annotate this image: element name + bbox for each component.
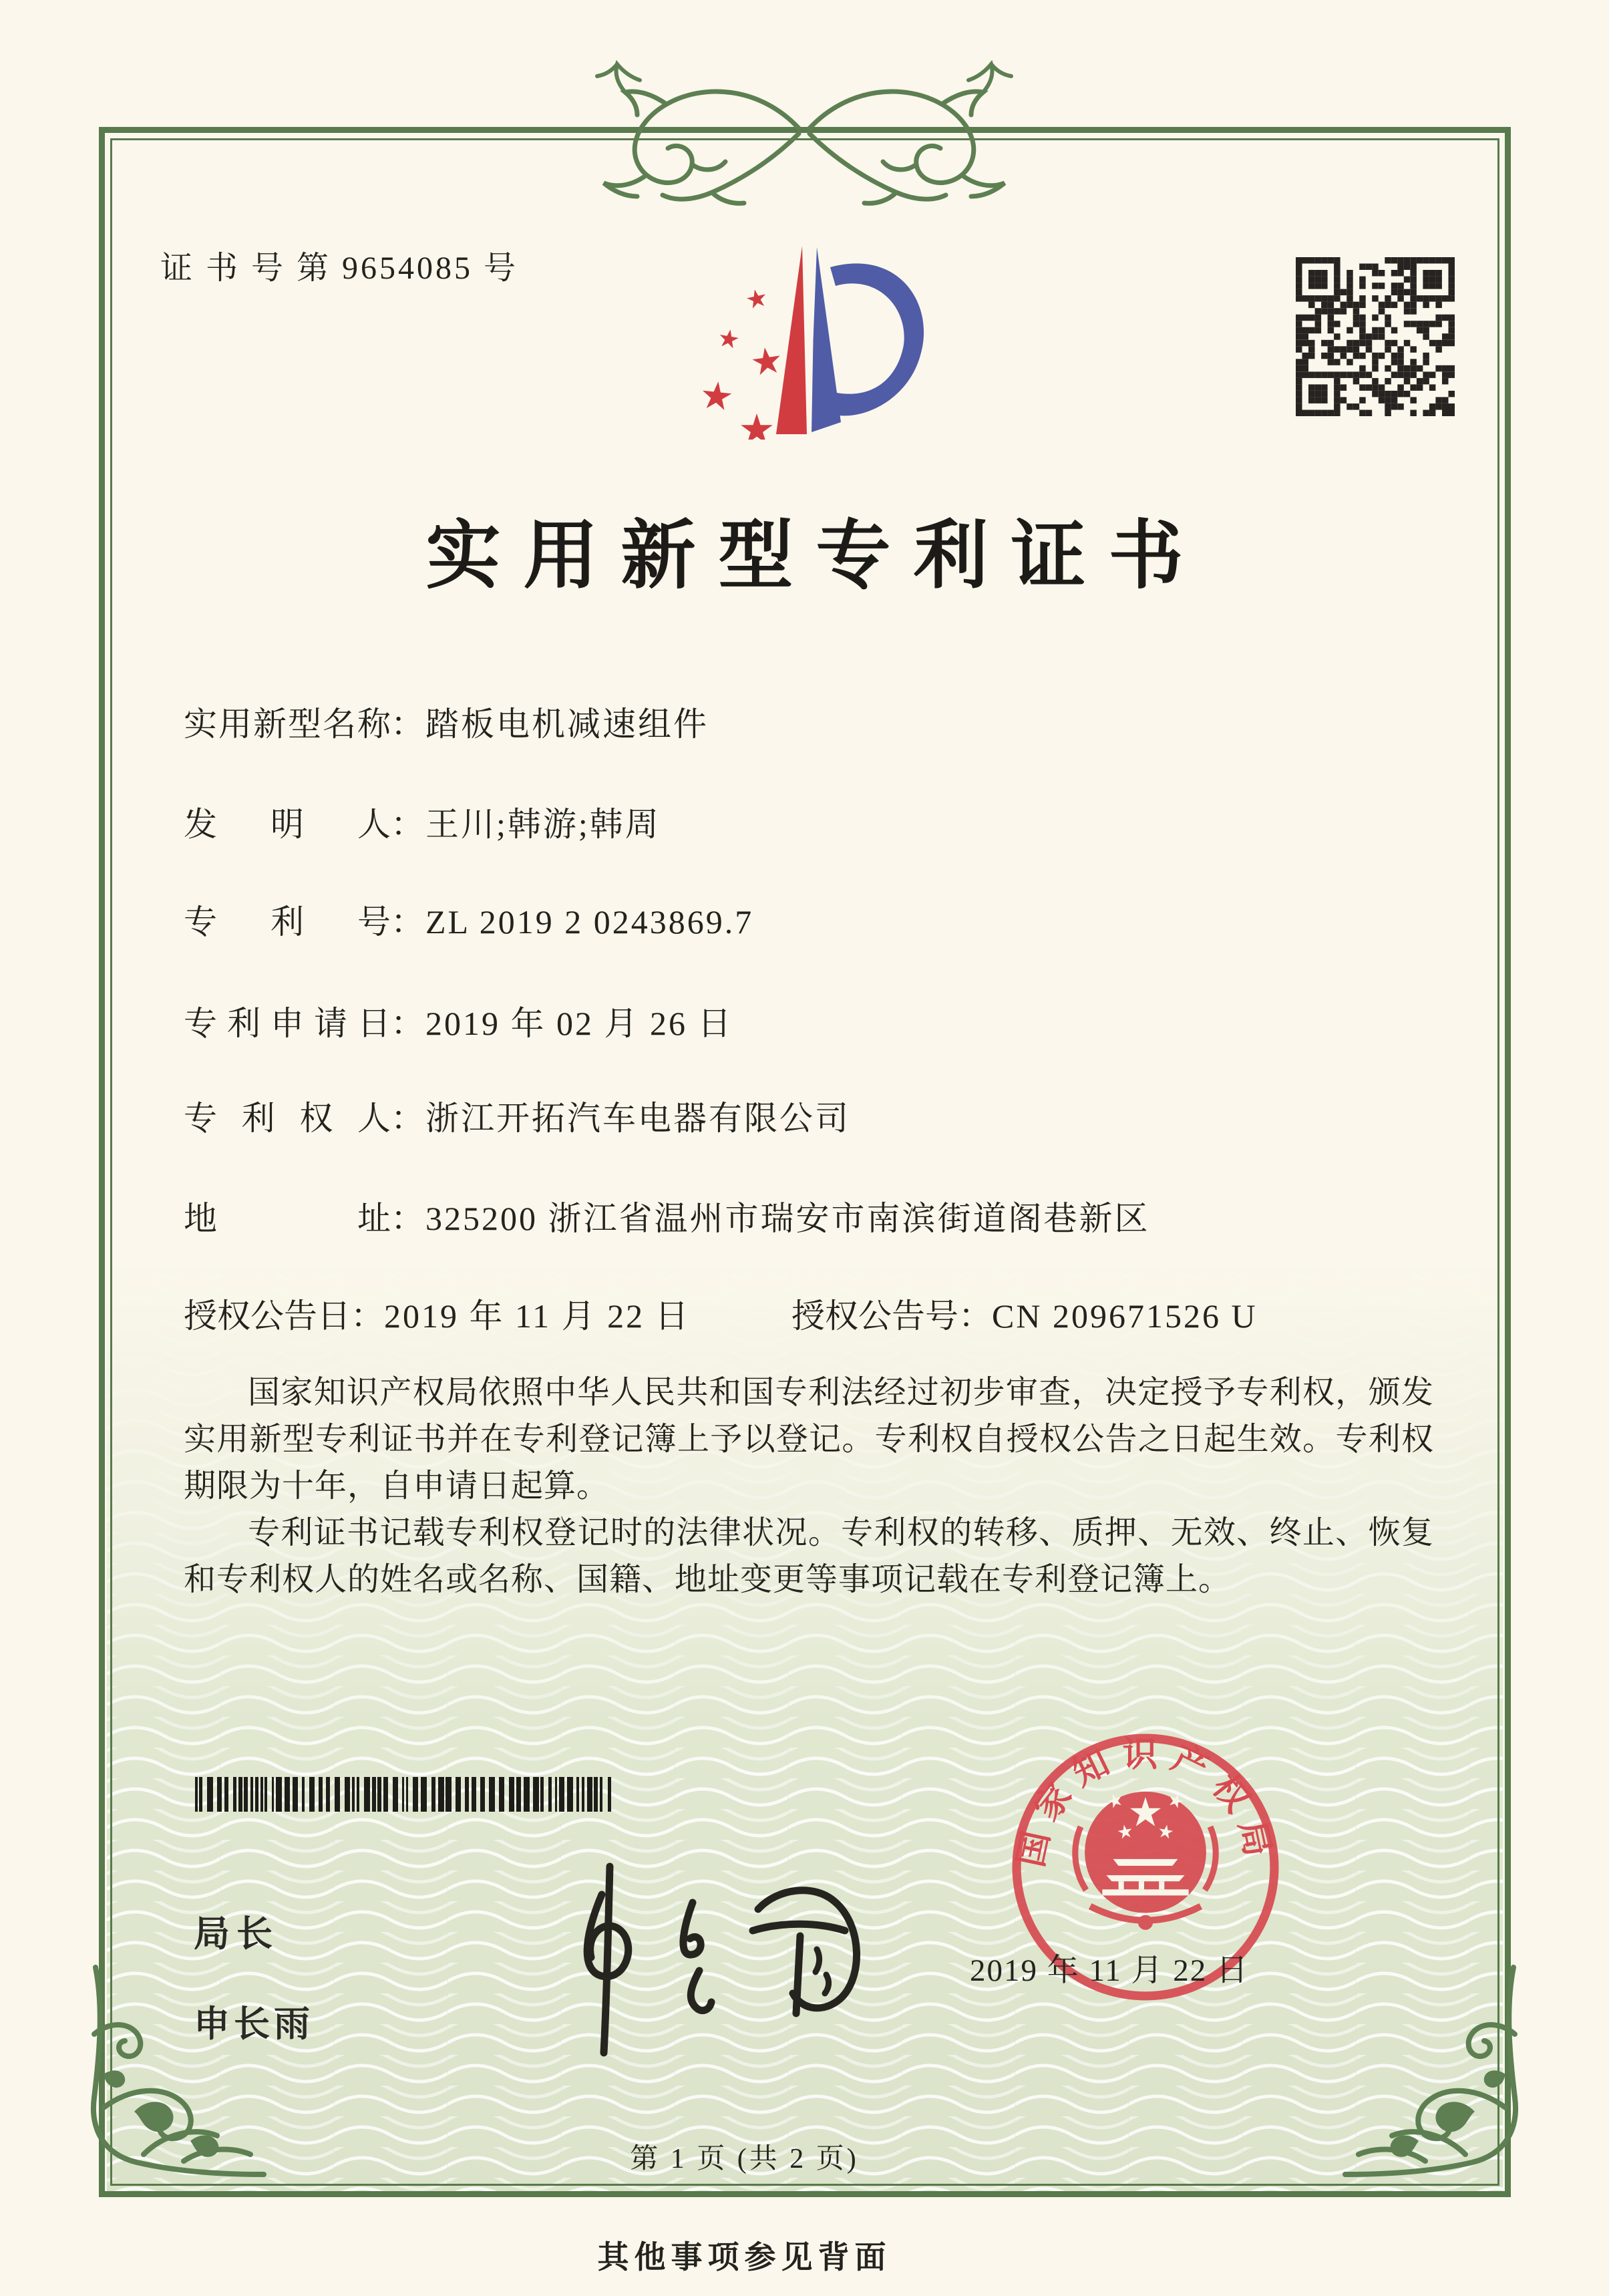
legal-paragraph-2: 专利证书记载专利权登记时的法律状况。专利权的转移、质押、无效、终止、恢复和专利权人的姓名或名称、国籍、地址变更等事项记载在专利登记簿上。	[184, 1515, 1434, 1597]
field-colon: ：	[391, 903, 424, 941]
field-value: ZL 2019 2 0243869.7	[425, 903, 754, 941]
director-block	[194, 1905, 314, 2047]
field-label: 专利号	[184, 903, 391, 941]
legal-text-block	[184, 1369, 1434, 1603]
field-value: 浙江开拓汽车电器有限公司	[425, 1100, 850, 1137]
page-title: 实用新型专利证书	[425, 515, 1206, 598]
field-label: 实用新型名称	[184, 705, 391, 743]
field-row-address	[184, 1192, 1150, 1240]
back-note: 其他事项参见背面	[597, 2241, 892, 2275]
grant-date-colon: ：	[351, 1297, 384, 1335]
field-colon: ：	[391, 1200, 424, 1237]
grant-number-label: 授权公告号	[791, 1297, 958, 1335]
seal-ring-text: 国家知识产权局	[1011, 1735, 1280, 1870]
dragon-ornament-icon	[553, 48, 1055, 210]
qr-code	[1296, 257, 1455, 416]
field-colon: ：	[391, 1100, 424, 1137]
grant-number-colon: ：	[958, 1297, 992, 1335]
grant-date-value: 2019 年 11 月 22 日	[384, 1297, 691, 1335]
field-row-inventors	[184, 798, 661, 846]
field-label: 专利权人	[184, 1100, 391, 1137]
grant-date-label: 授权公告日	[184, 1297, 351, 1335]
field-row-patentee	[184, 1092, 850, 1140]
page-indicator: 第 1 页 (共 2 页)	[630, 2144, 859, 2174]
director-name: 申长雨	[194, 2004, 314, 2044]
legal-paragraph-1: 国家知识产权局依照中华人民共和国专利法经过初步审查，决定授予专利权，颁发实用新型专利证书并在专利登记簿上予以登记。专利权自授权公告之日起生效。专利权期限为十年，自申请日起算。	[184, 1375, 1434, 1504]
field-row-name	[184, 697, 709, 746]
certificate-number: 证 书 号 第 9654085 号	[160, 251, 519, 286]
field-value: 325200 浙江省温州市瑞安市南滨街道阁巷新区	[425, 1200, 1150, 1237]
field-value: 2019 年 02 月 26 日	[425, 1005, 733, 1042]
field-label: 地址	[184, 1200, 391, 1237]
field-row-grant	[184, 1289, 1258, 1337]
field-row-patent-number	[184, 895, 753, 943]
director-title: 局长	[194, 1914, 279, 1954]
field-colon: ：	[391, 1005, 424, 1042]
director-signature-icon	[538, 1856, 902, 2066]
field-value: 王川;韩游;韩周	[425, 806, 661, 843]
seal-date: 2019 年 11 月 22 日	[970, 1953, 1250, 1988]
cnipa-logo-icon	[678, 239, 932, 440]
barcode	[195, 1777, 612, 1812]
field-label: 发明人	[184, 806, 391, 843]
field-value: 踏板电机减速组件	[425, 705, 709, 743]
field-label: 专利申请日	[184, 1005, 391, 1042]
field-colon: ：	[391, 806, 424, 843]
grant-number-value: CN 209671526 U	[992, 1297, 1258, 1335]
field-row-filing-date	[184, 997, 733, 1045]
field-colon: ：	[391, 705, 424, 743]
